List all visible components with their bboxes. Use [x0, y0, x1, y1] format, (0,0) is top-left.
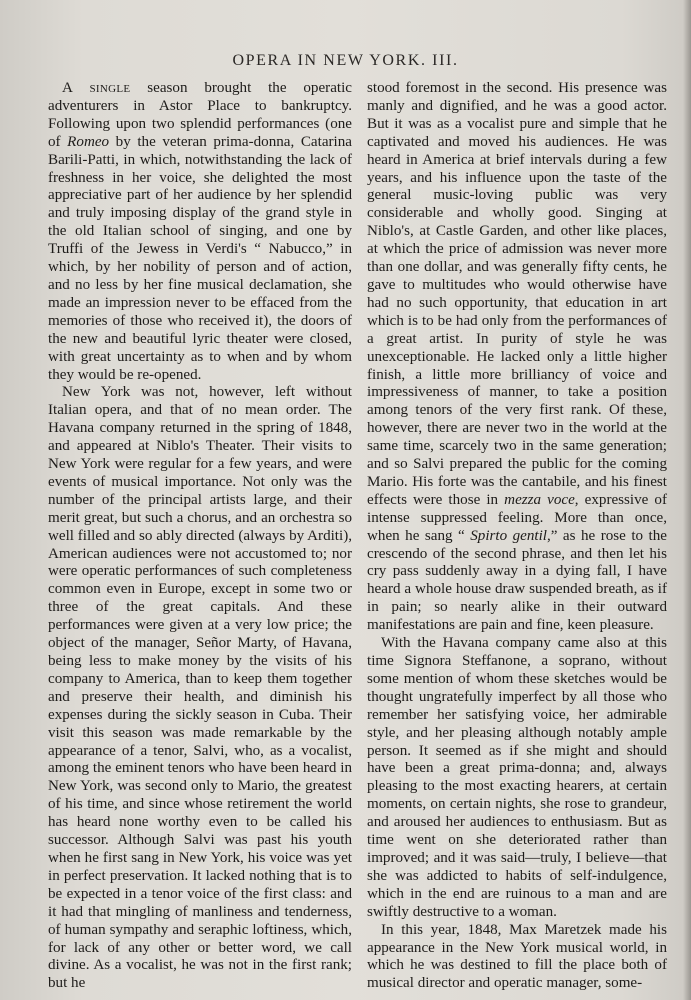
text-run: , expressive of intense suppressed feeling. More than once, when he sang “	[367, 491, 667, 544]
page-edge-shadow	[683, 0, 691, 1000]
paragraph-havana-company: New York was not, however, left without Italian opera, and that of no mean order. The Havana company returned in the spring of 1848, and appeared at Niblo's Theater. Their visits to New York were regular for a few years, and were events of musical importance. Not only was the number of the principal artists large, and their merit great, but such a chorus, and an orchestra so well filled and so ably directed (always by Arditi), American audiences were not accustomed to; nor were operatic performances of such completeness common even in Europe, except in some two or three of the great capitals. And these performances were given at a very low price; the object of the manager, Señor Marty, of Havana, being less to make money by the visits of his company to America, than to keep them together and preserve their health, and diminish his expenses during the sickly season in Cuba. Their visit this season was made remarkable by the appearance of a tenor, Salvi, who, as a vocalist, among the eminent tenors who have been heard in New York, was second only to Mario, the greatest of his time, and since whose retirement the world has heard none worthy even to be called his successor. Although Salvi was past his youth when he first sang in New York, his voice was yet in perfect preservation. It lacked nothing that is to be expected in a tenor voice of the first class: and it had that mingling of manliness and tenderness, of human sympathy and seraphic loftiness, which, for lack of any other or better word, we call divine. As a vocalist, he was not in the first rank; but he	[48, 384, 352, 992]
text-run: by the veteran prima-donna, Catarina Barili-Patti, in which, notwithstanding the lack of freshness in her voice, she delighted the most appreciative part of her audience by her splendid and truly imposing display of the grand style in the old Italian school of singing, and one by Truffi of the Jewess in Verdi's “ Nabucco,” in which, by her nobility of person and of action, and no less by her fine musical declamation, she made an impression never to be effaced from the memories of those who received it), the doors of the new and beautiful lyric theater were closed, with great uncertainty as to when and by whom they would be re-opened.	[48, 133, 352, 383]
right-column	[367, 80, 667, 993]
running-title: OPERA IN NEW YORK. III.	[232, 52, 459, 69]
paragraph-astor-place	[48, 80, 352, 384]
left-column	[48, 80, 352, 993]
italic-title: Romeo	[67, 133, 110, 150]
text-run: stood foremost in the second. His presence was manly and dignified, and he was a good actor. But it was as a vocalist pure and simple that he captivated and moved his audiences. He was heard in America at brief intervals during a few years, and his influence upon the taste of the general music-loving public was very considerable and wholly good. Singing at Niblo's, at Castle Garden, and other like places, at which the price of admission was never more than one dollar, and was generally fifty cents, he gave to multitudes who would otherwise have had no such opportunity, that education in art which is to be had only from the performances of a great artist. In purity of style he was unexceptionable. He lacked only a little higher finish, a little more brilliancy of voice and impressiveness of manner, to take a position among tenors of the very first rank. Of these, however, there are never two in the world at the same time, scarcely two in the same generation; and so Salvi prepared the public for the coming Mario. His forte was the cantabile, and his finest effects were those in	[367, 80, 667, 508]
text-run: season brought the operatic adventurers in Astor Place to bankruptcy. Following upon two splendid performances (one of	[48, 80, 352, 150]
italic-term: mezza voce	[504, 491, 575, 508]
opening-words: A single	[62, 80, 131, 96]
italic-title: Spirto gentil	[470, 527, 547, 544]
paragraph-salvi-continued	[367, 80, 667, 635]
text-run: ,” as he rose to the crescendo of the second phrase, and then let his cry pass suddenly away in a dying fall, I have heard a whole house draw suspended breath, as if in pain; so nearly alike in their outward manifestations are pain and fine, keen pleasure.	[367, 527, 667, 634]
paragraph-steffanone: With the Havana company came also at this time Signora Steffanone, a soprano, without some mention of whom these sketches would be thought ungratefully imperfect by all those who remember her satisfying voice, her admirable style, and her pleasing although notably ample person. It seemed as if she might and should have been a great prima-donna; and, always pleasing to the most exacting hearers, at certain moments, on certain nights, she rose to grandeur, and aroused her audiences to enthusiasm. But as time went on she deteriorated rather than improved; and it was said—truly, I believe—that she was addicted to habits of self-indulgence, which in the end are ruinous to a man and are swiftly destructive to a woman.	[367, 635, 667, 920]
paragraph-maretzek: In this year, 1848, Max Maretzek made his appearance in the New York musical world, in which he was destined to fill the place both of musical director and operatic manager, some-	[367, 921, 667, 992]
